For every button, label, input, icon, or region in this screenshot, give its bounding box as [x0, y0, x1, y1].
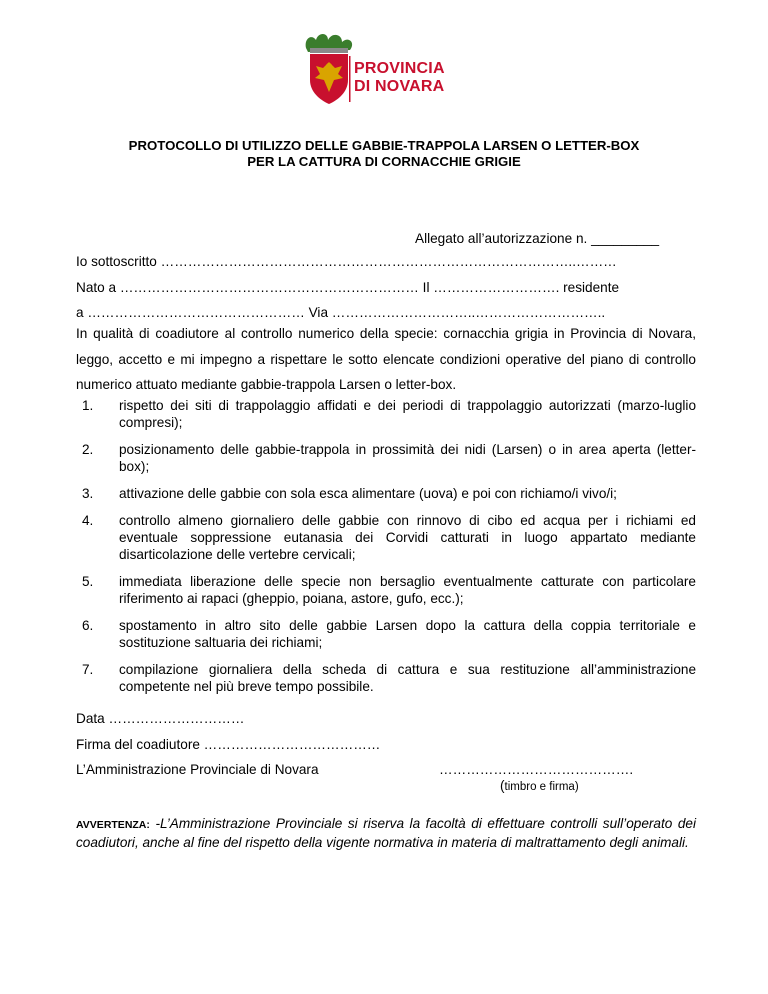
- signature-dots: …………………………………….: [439, 762, 634, 777]
- logo-wordmark: [354, 60, 445, 96]
- document-title: [0, 138, 768, 170]
- item-text: posizionamento delle gabbie-trappola in prossimità dei nidi (Larsen) o in area aperta (letter-box);: [119, 442, 696, 474]
- timbro-firma-note: [500, 778, 579, 795]
- item-text: immediata liberazione delle specie non bersaglio eventualmente catturate con particolare riferimento ai rapaci (gheppio, poiana, astore, gufo, ecc.);: [119, 574, 696, 606]
- list-item: [76, 661, 696, 695]
- list-item: [76, 617, 696, 651]
- warning-text: -L’Amministrazione Provinciale si riserva la facoltà di effettuare controlli sull’operato dei coadiutori, anche al fine del rispetto della vigente normativa in materia di maltrattamento degli animali.: [76, 816, 696, 850]
- allegato-line: Allegato all’autorizzazione n. _________: [415, 231, 660, 246]
- logo-line-2: DI NOVARA: [354, 78, 445, 95]
- timbro-paren: (: [500, 778, 505, 793]
- logo-line-1: PROVINCIA: [354, 60, 445, 77]
- warning-label: AVVERTENZA:: [76, 819, 150, 831]
- item-number: 6.: [82, 618, 94, 633]
- list-item: [76, 397, 696, 431]
- item-text: attivazione delle gabbie con sola esca alimentare (uova) e poi con richiamo/i vivo/i;: [119, 486, 617, 501]
- item-text: spostamento in altro sito delle gabbie Larsen dopo la cattura della coppia territoriale e sostituzione saltuaria dei richiami;: [119, 618, 696, 650]
- nato-field: Nato a ………………………………………………………… Il ………………………. residente: [76, 280, 620, 295]
- item-number: 1.: [82, 398, 94, 413]
- sottoscritto-field: Io sottoscritto ………………………………………………………………………………..………: [76, 254, 617, 269]
- item-number: 2.: [82, 442, 94, 457]
- list-item: [76, 441, 696, 475]
- item-number: 4.: [82, 513, 94, 528]
- list-item: [76, 485, 696, 502]
- list-item: [76, 512, 696, 563]
- item-text: compilazione giornaliera della scheda di cattura e sua restituzione all’amministrazione competente nel più breve tempo possibile.: [119, 662, 696, 694]
- data-field: Data …………………………: [76, 711, 245, 726]
- warning-paragraph: [76, 815, 696, 852]
- timbro-text: timbro e firma): [504, 781, 579, 793]
- title-line-2: PER LA CATTURA DI CORNACCHIE GRIGIE: [247, 154, 521, 169]
- provincia-novara-logo: [298, 30, 445, 106]
- amministrazione-label: L’Amministrazione Provinciale di Novara: [76, 762, 319, 777]
- qualita-paragraph: In qualità di coadiutore al controllo numerico della specie: cornacchia grigia in Provincia di Novara, leggo, accetto e mi impegno a rispettare le sotto elencate condizioni operative del piano di controllo numerico attuato mediante gabbie-trappola Larsen o letter-box.: [76, 326, 696, 392]
- title-line-1: PROTOCOLLO DI UTILIZZO DELLE GABBIE-TRAPPOLA LARSEN O LETTER-BOX: [128, 138, 640, 153]
- item-number: 3.: [82, 486, 94, 501]
- via-field: a ………………………………………… Via …………………………..………………………..: [76, 305, 606, 320]
- firma-coadiutore-field: Firma del coadiutore …………………………………: [76, 737, 381, 752]
- item-text: rispetto dei siti di trappolaggio affidati e dei periodi di trappolaggio autorizzati (marzo-luglio compresi);: [119, 398, 696, 430]
- item-number: 7.: [82, 662, 94, 677]
- conditions-list: [76, 397, 696, 695]
- item-number: 5.: [82, 574, 94, 589]
- list-item: [76, 573, 696, 607]
- item-text: controllo almeno giornaliero delle gabbie con rinnovo di cibo ed acqua per i richiami ed eventuale soppressione eutanasia dei Corvidi catturati in luogo appartato mediante disarticolazione delle vertebre cervicali;: [119, 513, 696, 562]
